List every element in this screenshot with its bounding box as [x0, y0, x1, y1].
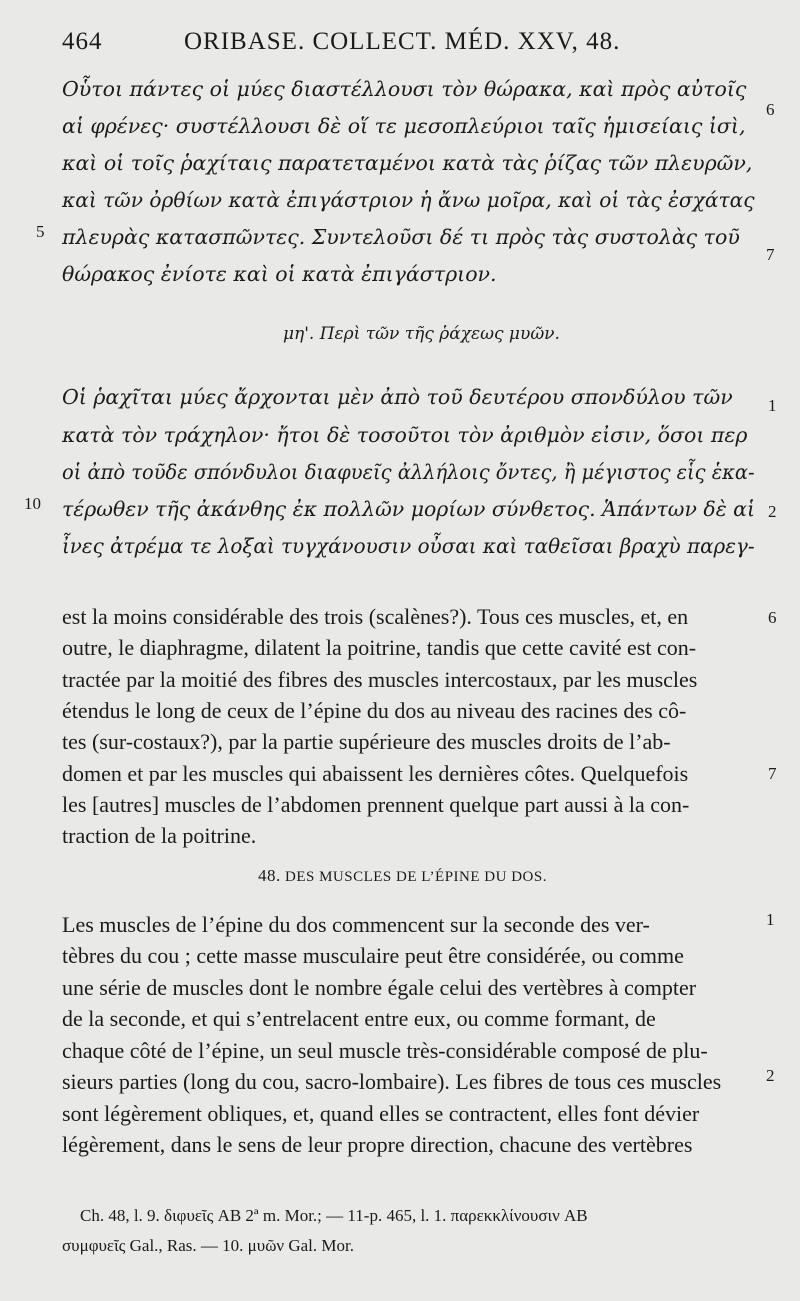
margin-section-number: 6: [766, 100, 775, 119]
greek-line: ἶνες ἀτρέμα τε λοξαὶ τυγχάνουσιν οὖσαι καὶ ταθεῖσαι βραχὺ παρεγ-: [62, 534, 755, 558]
greek-line: αἱ φρένες· συστέλλουσι δὲ οἵ τε μεσοπλεύριοι ταῖς ἡμισείαις ἰσὶ,: [62, 114, 746, 138]
french-line: étendus le long de ceux de l’épine du dos au niveau des racines des cô-: [62, 698, 687, 723]
french-line: traction de la poitrine.: [62, 823, 257, 848]
running-title: ORIBASE. COLLECT. MÉD. XXV, 48.: [184, 28, 621, 55]
french-chapter-heading: [258, 866, 547, 886]
margin-section-number: 2: [768, 502, 777, 521]
margin-section-number: 6: [768, 608, 777, 627]
margin-section-number: 7: [766, 245, 775, 264]
footnote-line: συμφυεῖς Gal., Ras. — 10. μυῶν Gal. Mor.: [62, 1236, 354, 1255]
french-line: les [autres] muscles de l’abdomen prennent quelque part aussi à la con-: [62, 792, 690, 817]
page-number: 464: [62, 28, 103, 55]
greek-line: θώρακος ἐνίοτε καὶ οἱ κατὰ ἐπιγάστριον.: [62, 262, 497, 286]
greek-line: κατὰ τὸν τράχηλον· ἤτοι δὲ τοσοῦτοι τὸν ἀριθμὸν εἰσιν, ὅσοι περ: [62, 423, 748, 447]
french-line: est la moins considérable des trois (scalènes?). Tous ces muscles, et, en: [62, 604, 689, 629]
french-line: légèrement, dans le sens de leur propre direction, chacune des vertèbres: [62, 1132, 693, 1157]
french-line: une série de muscles dont le nombre égale celui des vertèbres à compter: [62, 975, 697, 1000]
french-line: de la seconde, et qui s’entrelacent entre eux, ou comme formant, de: [62, 1006, 656, 1031]
french-line: tèbres du cou ; cette masse musculaire peut être considérée, ou comme: [62, 943, 684, 968]
greek-chapter-heading: μη'. Περὶ τῶν τῆς ῥάχεως μυῶν.: [283, 324, 560, 344]
greek-line: Οὗτοι πάντες οἱ μύες διαστέλλουσι τὸν θώρακα, καὶ πρὸς αὐτοῖς: [62, 77, 747, 101]
french-line: chaque côté de l’épine, un seul muscle très-considérable composé de plu-: [62, 1038, 708, 1063]
french-line: domen et par les muscles qui abaissent les dernières côtes. Quelquefois: [62, 761, 689, 786]
running-header: [62, 24, 692, 60]
margin-section-number: 2: [766, 1066, 775, 1085]
chapter-number: 48.: [258, 866, 281, 885]
greek-line: καὶ τῶν ὀρθίων κατὰ ἐπιγάστριον ἡ ἄνω μοῖρα, καὶ οἱ τὰς ἐσχάτας: [62, 188, 755, 212]
margin-line-number: 10: [24, 494, 41, 513]
french-line: outre, le diaphragme, dilatent la poitrine, tandis que cette cavité est con-: [62, 635, 697, 660]
margin-line-number: 5: [36, 222, 45, 241]
french-line: tractée par la moitié des fibres des muscles intercostaux, par les muscles: [62, 667, 698, 692]
greek-line: πλευρὰς κατασπῶντες. Συντελοῦσι δέ τι πρὸς τὰς συστολὰς τοῦ: [62, 225, 740, 249]
french-line: tes (sur-costaux?), par la partie supérieure des muscles droits de l’ab-: [62, 729, 671, 754]
greek-line: οἱ ἀπὸ τοῦδε σπόνδυλοι διαφυεῖς ἀλλήλοις ὄντες, ἢ μέγιστος εἷς ἑκα-: [62, 460, 755, 484]
french-line: sieurs parties (long du cou, sacro-lombaire). Les fibres de tous ces muscles: [62, 1069, 722, 1094]
greek-line: τέρωθεν τῆς ἀκάνθης ἐκ πολλῶν μορίων σύνθετος. Ἁπάντων δὲ αἱ: [62, 497, 755, 521]
french-line: sont légèrement obliques, et, quand elles se contractent, elles font dévier: [62, 1101, 700, 1126]
margin-section-number: 1: [768, 396, 777, 415]
greek-line: Οἱ ῥαχῖται μύες ἄρχονται μὲν ἀπὸ τοῦ δευτέρου σπονδύλου τῶν: [62, 385, 733, 409]
footnote-line: Ch. 48, l. 9. διφυεῖς AB 2ª m. Mor.; — 11-p. 465, l. 1. παρεκκλίνουσιν AB: [80, 1206, 588, 1225]
greek-line: καὶ οἱ τοῖς ῥαχίταις παρατεταμένοι κατὰ τὰς ῥίζας τῶν πλευρῶν,: [62, 151, 753, 175]
margin-section-number: 7: [768, 764, 777, 783]
chapter-title: DES MUSCLES DE L’ÉPINE DU DOS.: [285, 869, 547, 885]
french-line: Les muscles de l’épine du dos commencent sur la seconde des ver-: [62, 912, 650, 937]
margin-section-number: 1: [766, 910, 775, 929]
